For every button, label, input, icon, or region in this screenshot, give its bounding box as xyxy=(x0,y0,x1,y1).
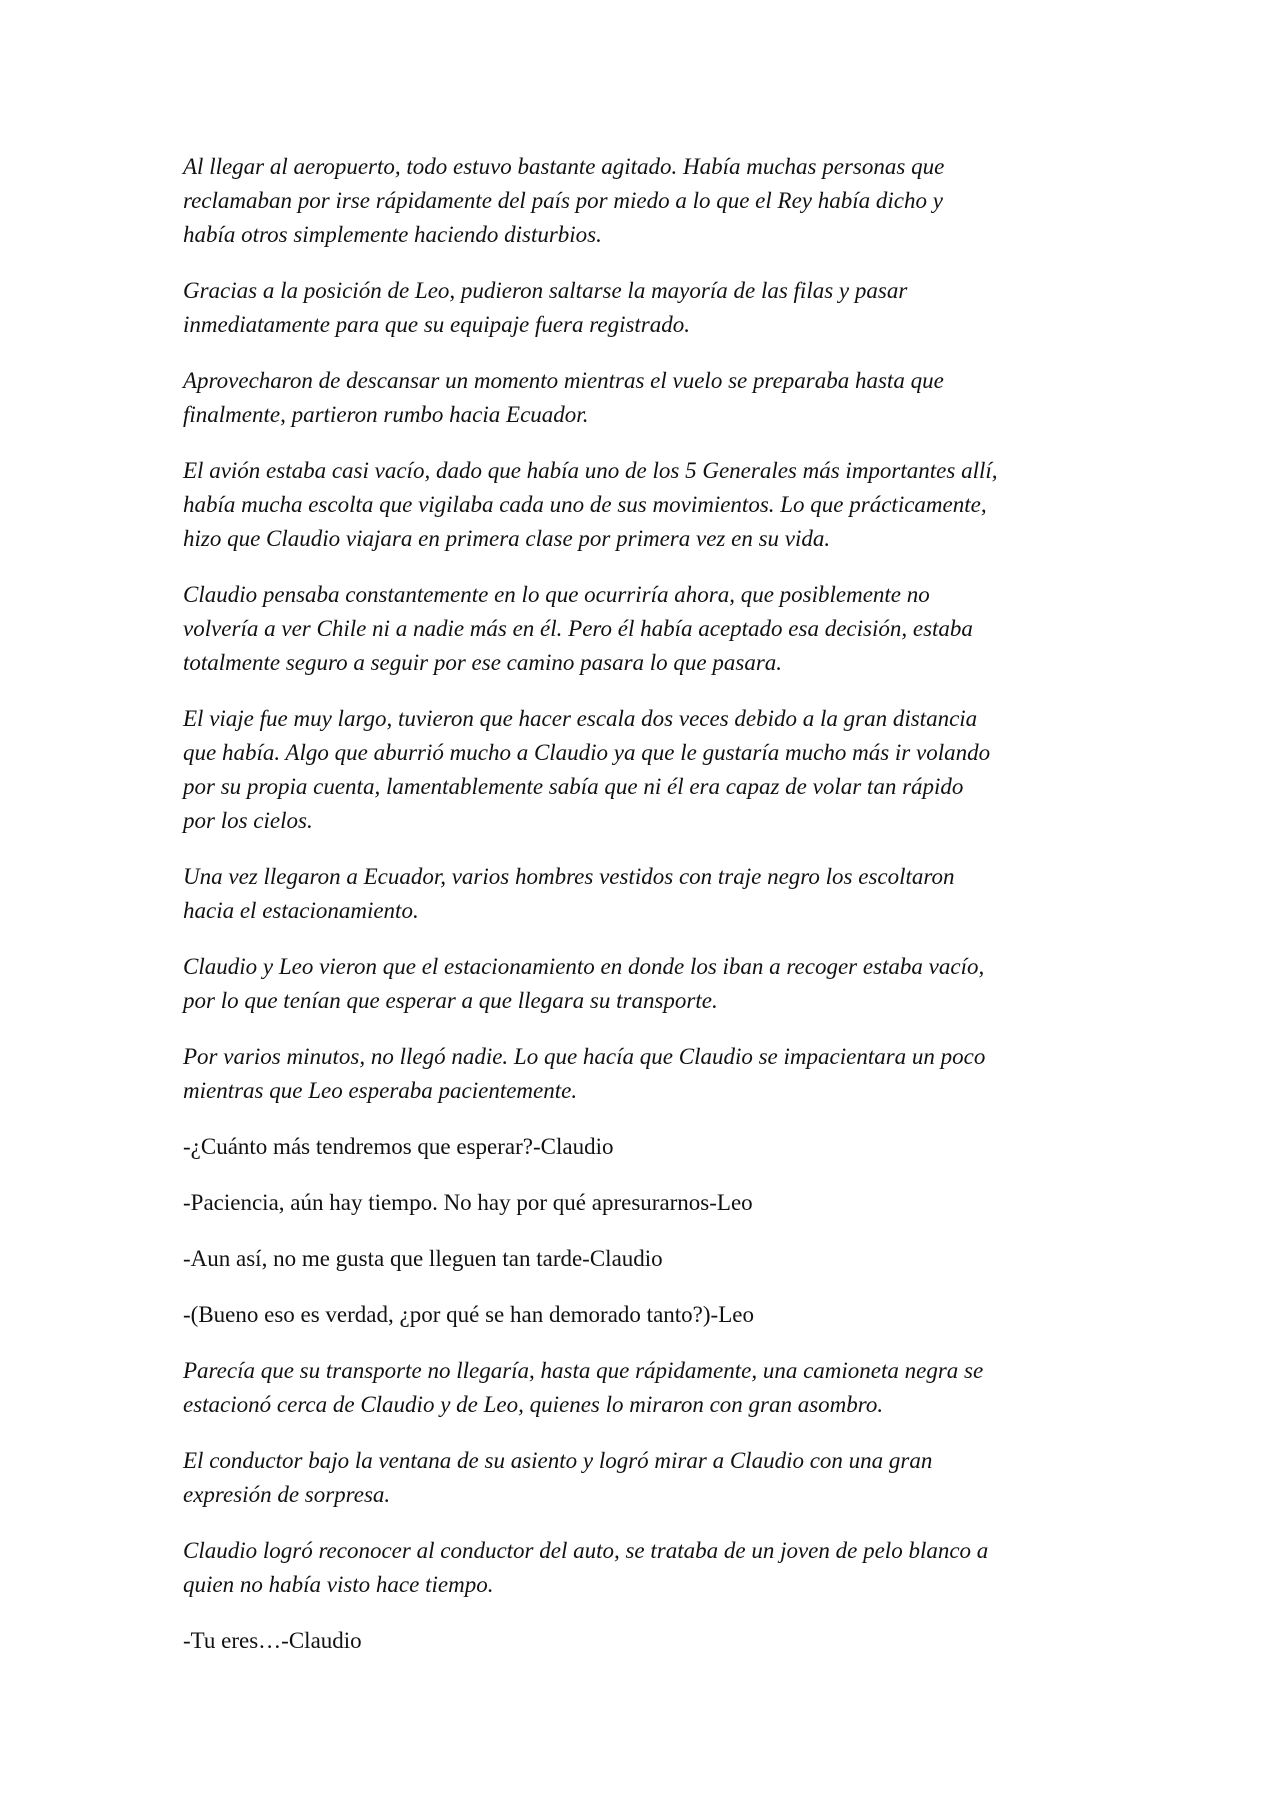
text-line: que había. Algo que aburrió mucho a Claudio ya que le gustaría mucho más ir volando xyxy=(183,740,991,765)
document-page xyxy=(183,150,1083,1680)
narrative-paragraph xyxy=(183,1354,1083,1422)
text-line: Aprovecharon de descansar un momento mientras el vuelo se preparaba hasta que xyxy=(183,368,944,393)
text-line: reclamaban por irse rápidamente del país por miedo a lo que el Rey había dicho y xyxy=(183,188,943,213)
narrative-paragraph xyxy=(183,1534,1083,1602)
text-line: Por varios minutos, no llegó nadie. Lo que hacía que Claudio se impacientara un poco xyxy=(183,1044,986,1069)
narrative-paragraph xyxy=(183,950,1083,1018)
narrative-paragraph xyxy=(183,454,1083,556)
narrative-paragraph xyxy=(183,150,1083,252)
text-line: Claudio logró reconocer al conductor del auto, se trataba de un joven de pelo blanco a xyxy=(183,1538,989,1563)
text-line: mientras que Leo esperaba pacientemente. xyxy=(183,1078,578,1103)
text-line: expresión de sorpresa. xyxy=(183,1482,391,1507)
text-line: -Paciencia, aún hay tiempo. No hay por qué apresurarnos-Leo xyxy=(183,1190,753,1215)
text-line: estacionó cerca de Claudio y de Leo, quienes lo miraron con gran asombro. xyxy=(183,1392,884,1417)
text-line: inmediatamente para que su equipaje fuera registrado. xyxy=(183,312,690,337)
text-line: hizo que Claudio viajara en primera clase por primera vez en su vida. xyxy=(183,526,831,551)
dialogue-line xyxy=(183,1186,1083,1220)
text-line: quien no había visto hace tiempo. xyxy=(183,1572,494,1597)
narrative-paragraph xyxy=(183,702,1083,838)
text-line: por los cielos. xyxy=(183,808,313,833)
dialogue-line xyxy=(183,1624,1083,1658)
narrative-paragraph xyxy=(183,364,1083,432)
text-line: -Aun así, no me gusta que lleguen tan tarde-Claudio xyxy=(183,1246,663,1271)
text-line: había otros simplemente haciendo disturbios. xyxy=(183,222,602,247)
text-line: El viaje fue muy largo, tuvieron que hacer escala dos veces debido a la gran distancia xyxy=(183,706,978,731)
narrative-paragraph xyxy=(183,1444,1083,1512)
text-line: había mucha escolta que vigilaba cada uno de sus movimientos. Lo que prácticamente, xyxy=(183,492,987,517)
narrative-paragraph xyxy=(183,1040,1083,1108)
text-line: Una vez llegaron a Ecuador, varios hombres vestidos con traje negro los escoltaron xyxy=(183,864,955,889)
text-line: totalmente seguro a seguir por ese camino pasara lo que pasara. xyxy=(183,650,783,675)
narrative-paragraph xyxy=(183,578,1083,680)
text-line: Claudio pensaba constantemente en lo que ocurriría ahora, que posiblemente no xyxy=(183,582,930,607)
narrative-paragraph xyxy=(183,860,1083,928)
text-line: Parecía que su transporte no llegaría, hasta que rápidamente, una camioneta negra se xyxy=(183,1358,984,1383)
text-line: por lo que tenían que esperar a que llegara su transporte. xyxy=(183,988,718,1013)
text-line: finalmente, partieron rumbo hacia Ecuador. xyxy=(183,402,589,427)
text-line: hacia el estacionamiento. xyxy=(183,898,419,923)
text-line: Claudio y Leo vieron que el estacionamiento en donde los iban a recoger estaba vacío, xyxy=(183,954,985,979)
narrative-paragraph xyxy=(183,274,1083,342)
text-line: -(Bueno eso es verdad, ¿por qué se han demorado tanto?)-Leo xyxy=(183,1302,754,1327)
text-line: volvería a ver Chile ni a nadie más en él. Pero él había aceptado esa decisión, estaba xyxy=(183,616,973,641)
text-line: -¿Cuánto más tendremos que esperar?-Claudio xyxy=(183,1134,614,1159)
text-line: El avión estaba casi vacío, dado que había uno de los 5 Generales más importantes allí, xyxy=(183,458,998,483)
dialogue-line xyxy=(183,1298,1083,1332)
text-line: por su propia cuenta, lamentablemente sabía que ni él era capaz de volar tan rápido xyxy=(183,774,964,799)
dialogue-line xyxy=(183,1242,1083,1276)
text-line: Al llegar al aeropuerto, todo estuvo bastante agitado. Había muchas personas que xyxy=(183,154,945,179)
text-line: El conductor bajo la ventana de su asiento y logró mirar a Claudio con una gran xyxy=(183,1448,933,1473)
text-line: Gracias a la posición de Leo, pudieron saltarse la mayoría de las filas y pasar xyxy=(183,278,908,303)
text-line: -Tu eres…-Claudio xyxy=(183,1628,362,1653)
dialogue-line xyxy=(183,1130,1083,1164)
